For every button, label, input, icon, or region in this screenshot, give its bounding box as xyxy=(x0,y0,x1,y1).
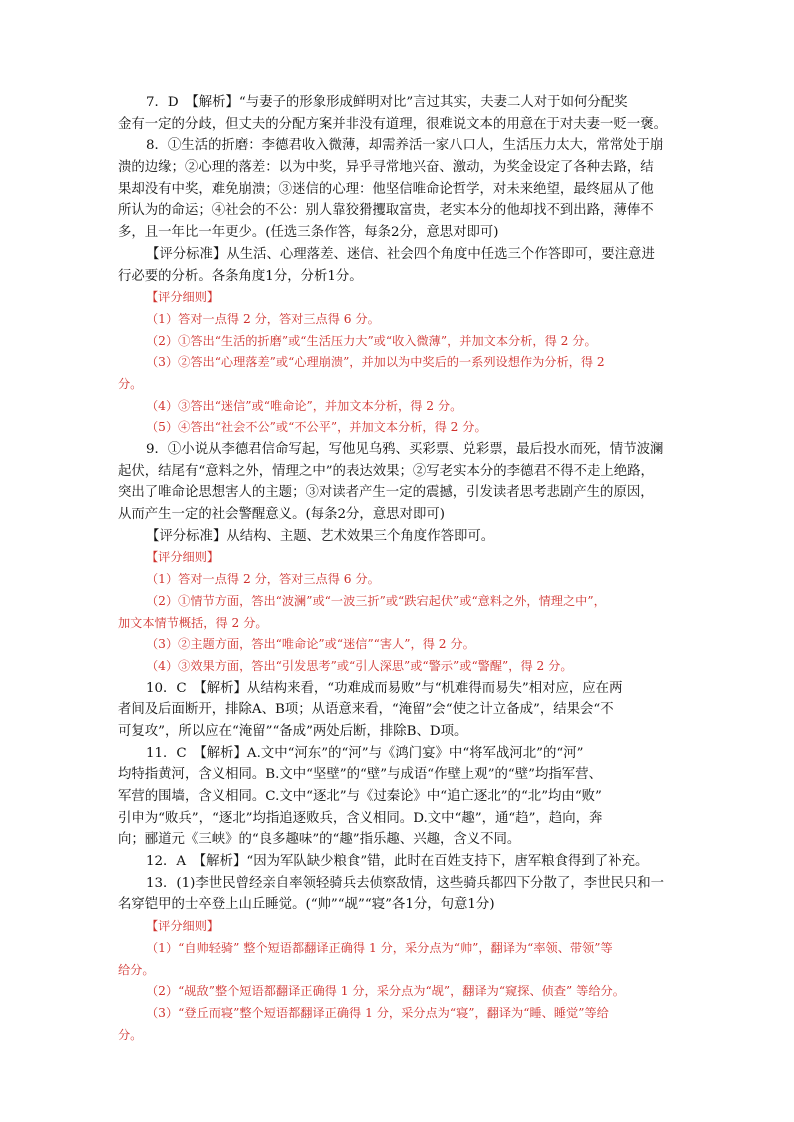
answer-text-line: 11．C 【解析】A.文中“河东”的“河”与《鸿门宴》中“将军战河北”的“河” xyxy=(146,745,584,761)
answer-text-line: 【评分标准】从生活、心理落差、迷信、社会四个角度中任选三个作答即可，要注意进 xyxy=(146,246,655,262)
scoring-detail-line: （3）“登丘而寝”整个短语都翻译正确得 1 分，采分点为“寝”，翻译为“睡、睡觉”等给 xyxy=(146,1005,609,1020)
scoring-detail-line: 分。 xyxy=(118,376,143,391)
answer-text-line: 引申为“败兵”，“逐北”均指追逐败兵，含义相同。D.文中“趣”，通“趋”，趋向，奔 xyxy=(118,810,603,826)
scoring-detail-line: （2）“觇敌”整个短语都翻译正确得 1 分，采分点为“觇”，翻译为“窥探、侦查” 等给分。 xyxy=(146,984,625,999)
answer-sheet-page xyxy=(118,92,674,1046)
scoring-detail-line: 【评分细则】 xyxy=(146,550,220,565)
scoring-detail-line: （2）①答出“生活的折磨”或“生活压力大”或“收入微薄”，并加文本分析，得 2 分。 xyxy=(146,333,597,348)
answer-text-line: 名穿铠甲的士卒登上山丘睡觉。(“帅”“觇”“寝”各1分，句意1分) xyxy=(118,897,495,913)
scoring-detail-line: （1）“自帅轻骑” 整个短语都翻译正确得 1 分，采分点为“帅”，翻译为“率领、带领”等 xyxy=(146,940,613,955)
answer-text-line: 10．C 【解析】从结构来看，“功难成而易败”与“机难得而易失”相对应，应在两 xyxy=(146,680,623,696)
scoring-detail-line: 给分。 xyxy=(118,962,155,977)
answer-text-line: 行必要的分析。各条角度1分，分析1分。 xyxy=(118,268,363,284)
scoring-detail-line: （3）②答出“心理落差”或“心理崩溃”，并加以为中奖后的一系列设想作为分析，得 2 xyxy=(146,355,605,370)
answer-text-line: 从而产生一定的社会警醒意义。(每条2分，意思对即可) xyxy=(118,507,445,523)
answer-text-line: 8．①生活的折磨：李德君收入微薄，却需养活一家八口人，生活压力太大，常常处于崩 xyxy=(146,138,664,154)
answer-text-line: 7．D 【解析】“与妻子的形象形成鲜明对比”言过其实，夫妻二人对于如何分配奖 xyxy=(146,95,628,110)
answer-text-line: 9．①小说从李德君信命写起，写他见乌鸦、买彩票、兑彩票，最后投水而死，情节波澜 xyxy=(146,442,664,457)
answer-text-line: 溃的边缘；②心理的落差：以为中奖，异乎寻常地兴奋、激动，为奖金设定了各种去路，结 xyxy=(118,160,654,176)
scoring-detail-line: （1）答对一点得 2 分，答对三点得 6 分。 xyxy=(146,572,380,587)
scoring-detail-line: （4）③答出“迷信”或“唯命论”，并加文本分析，得 2 分。 xyxy=(146,398,463,413)
scoring-detail-line: （4）③效果方面，答出“引发思考”或“引人深思”或“警示”或“警醒”，得 2 分。 xyxy=(146,658,573,673)
scoring-detail-line: （5）④答出“社会不公”或“不公平”，并加文本分析，得 2 分。 xyxy=(146,420,487,435)
scoring-detail-line: 加文本情节概括，得 2 分。 xyxy=(118,615,268,630)
answer-text-line: 向；郦道元《三峡》的“良多趣味”的“趣”指乐趣、兴趣，含义不同。 xyxy=(118,832,521,848)
answer-text-line: 果却没有中奖，难免崩溃；③迷信的心理：他坚信唯命论哲学，对未来绝望，最终屈从了他 xyxy=(118,181,654,197)
scoring-detail-line: 【评分细则】 xyxy=(146,290,220,305)
answer-text-line: 者间及后面断开，排除A、B项；从语意来看，“淹留”会“使之计立备成”，结果会“不 xyxy=(118,702,614,718)
answer-text-line: 金有一定的分歧，但丈夫的分配方案并非没有道理，很难说文本的用意在于对夫妻一贬一褒。 xyxy=(118,116,668,132)
answer-text-line: 多，且一年比一年更少。(任选三条作答，每条2分，意思对即可) xyxy=(118,225,499,241)
answer-text-line: 13．(1)李世民曾经亲自率领轻骑兵去侦察敌情，这些骑兵都四下分散了，李世民只和一 xyxy=(146,875,665,891)
scoring-detail-line: （1）答对一点得 2 分，答对三点得 6 分。 xyxy=(146,311,380,326)
answer-text-line: 所认为的命运；④社会的不公：别人靠狡猾攫取富贵，老实本分的他却找不到出路，薄俸不 xyxy=(118,203,654,219)
answer-text-line: 可复攻”，所以应在“淹留”“备成”两处后断，排除B、D项。 xyxy=(118,723,468,739)
scoring-detail-line: 【评分细则】 xyxy=(146,919,220,934)
answer-text-line: 起伏，结尾有“意料之外，情理之中”的表达效果；②写老实本分的李德君不得不走上绝路， xyxy=(118,463,654,479)
scoring-detail-line: （2）①情节方面，答出“波澜”或“一波三折”或“跌宕起伏”或“意料之外，情理之中”， xyxy=(146,593,606,608)
scoring-detail-line: （3）②主题方面，答出“唯命论”或“迷信”“害人”，得 2 分。 xyxy=(146,637,475,652)
answer-text-line: 均特指黄河，含义相同。B.文中“坚壁”的“壁”与成语“作壁上观”的“壁”均指军营、 xyxy=(118,767,602,783)
answer-text-line: 军营的围墙，含义相同。C.文中“逐北”与《过秦论》中“追亡逐北”的“北”均由“败” xyxy=(118,789,602,804)
answer-text-line: 突出了唯命论思想害人的主题；③对读者产生一定的震撼，引发读者思考悲剧产生的原因， xyxy=(118,485,654,501)
scoring-detail-line: 分。 xyxy=(118,1027,143,1042)
answer-text-line: 【评分标准】从结构、主题、艺术效果三个角度作答即可。 xyxy=(146,528,495,544)
answer-text-line: 12．A 【解析】“因为军队缺少粮食”错，此时在百姓支持下，唐军粮食得到了补充。 xyxy=(146,854,649,870)
